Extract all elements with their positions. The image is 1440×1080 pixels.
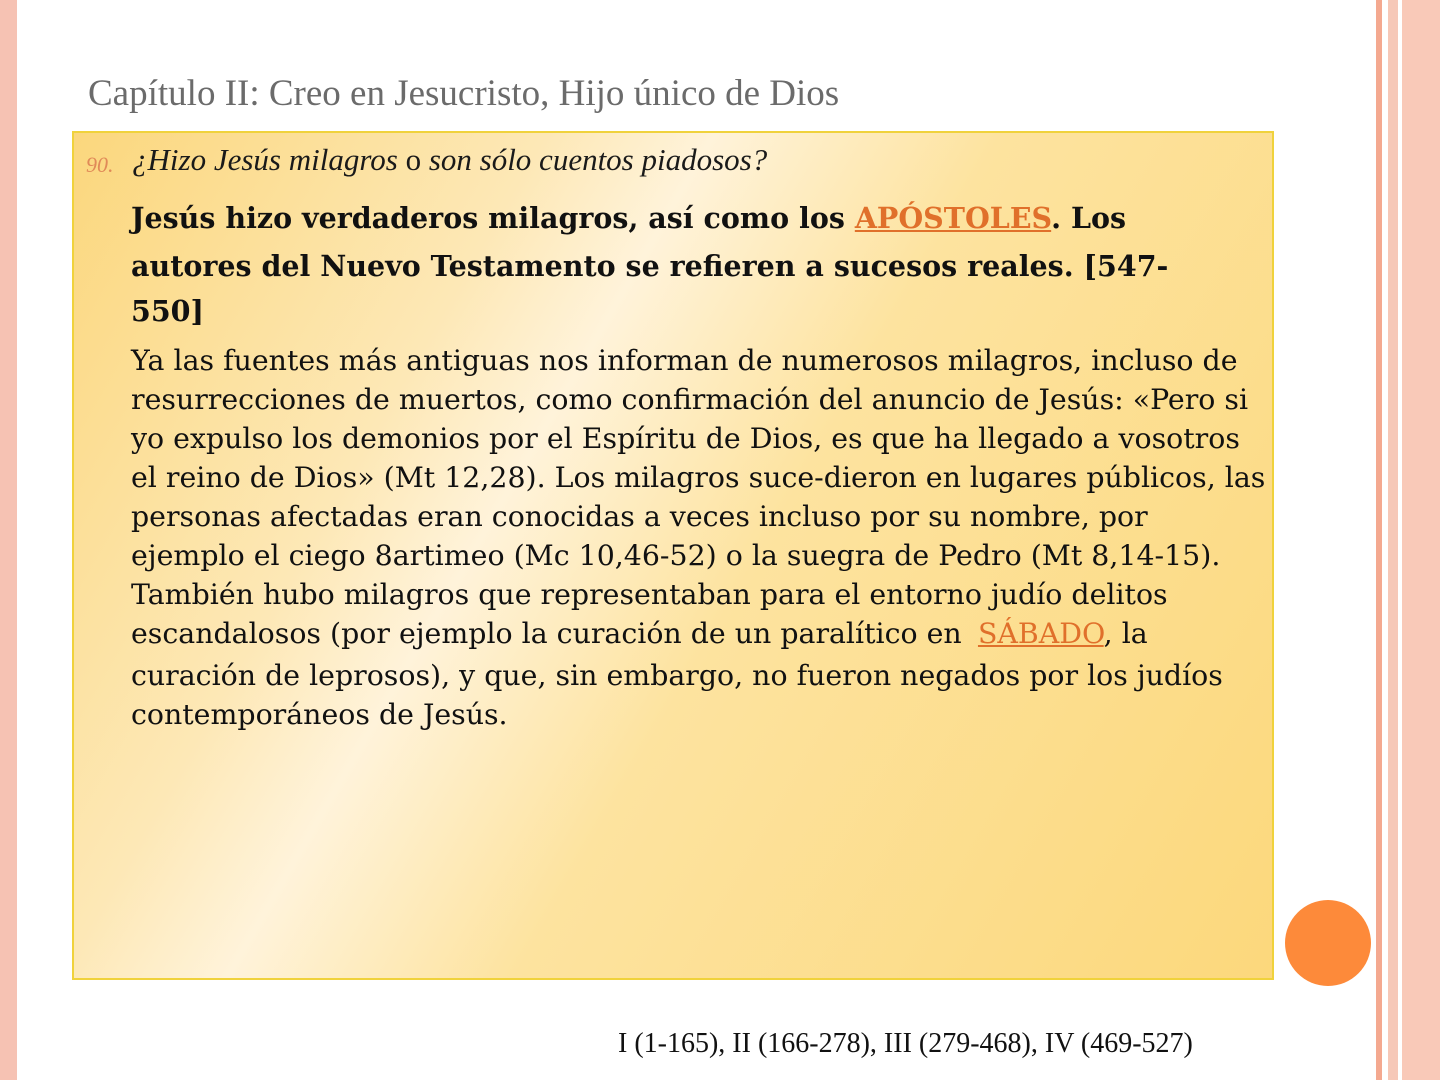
body-text-end: , la curación de leprosos), y que, sin embargo, no fueron negados por los judíos contemporáneos de Jesús.: [131, 617, 1223, 731]
right-decorative-stripe: [1402, 0, 1440, 1080]
question: [132, 142, 767, 178]
footer-chapter-ranges: I (1-165), II (166-278), III (279-468), IV (469-527): [618, 1028, 1193, 1059]
orange-circle-decoration: [1285, 900, 1371, 986]
body-paragraph: [131, 341, 1266, 734]
question-part-1: ¿Hizo Jesús milagros: [132, 142, 398, 177]
question-conjunction: o: [397, 142, 429, 177]
answer-text-start: Jesús hizo verdaderos milagros, así como los: [131, 201, 855, 235]
slide-title: Capítulo II: Creo en Jesucristo, Hijo único de Dios: [88, 73, 840, 114]
apostoles-link[interactable]: APÓSTOLES: [854, 201, 1052, 235]
right-decorative-stripe: [1388, 0, 1398, 1080]
question-part-2: son sólo cuentos piadosos?: [428, 142, 768, 177]
left-decorative-stripe: [0, 0, 17, 1080]
sabado-link[interactable]: SÁBADO: [977, 617, 1104, 650]
answer-text-end: . Los autores del Nuevo Testamento se refieren a sucesos reales. [547-550]: [131, 201, 1169, 328]
item-number: 90.: [86, 152, 114, 177]
link-marker-icon: [971, 623, 978, 649]
answer-paragraph: [131, 196, 1221, 334]
body-text-start: Ya las fuentes más antiguas nos informan de numerosos milagros, incluso de resurrecciones de muertos, como confirmación del anuncio de Jesús: «Pero si yo expulso los demonios por el Espíritu de Dios, es que ha llegado a vosotros el reino de Dios» (Mt 12,28). Los milagros suce-dieron en lugares públicos, las personas afectadas eran conocidas a veces incluso por su nombre, por ejemplo el ciego 8artimeo (Mc 10,46-52) o la suegra de Pedro (Mt 8,14-15). También hubo milagros que representaban para el entorno judío delitos escandalosos (por ejemplo la curación de un paralítico en: [131, 344, 1266, 650]
